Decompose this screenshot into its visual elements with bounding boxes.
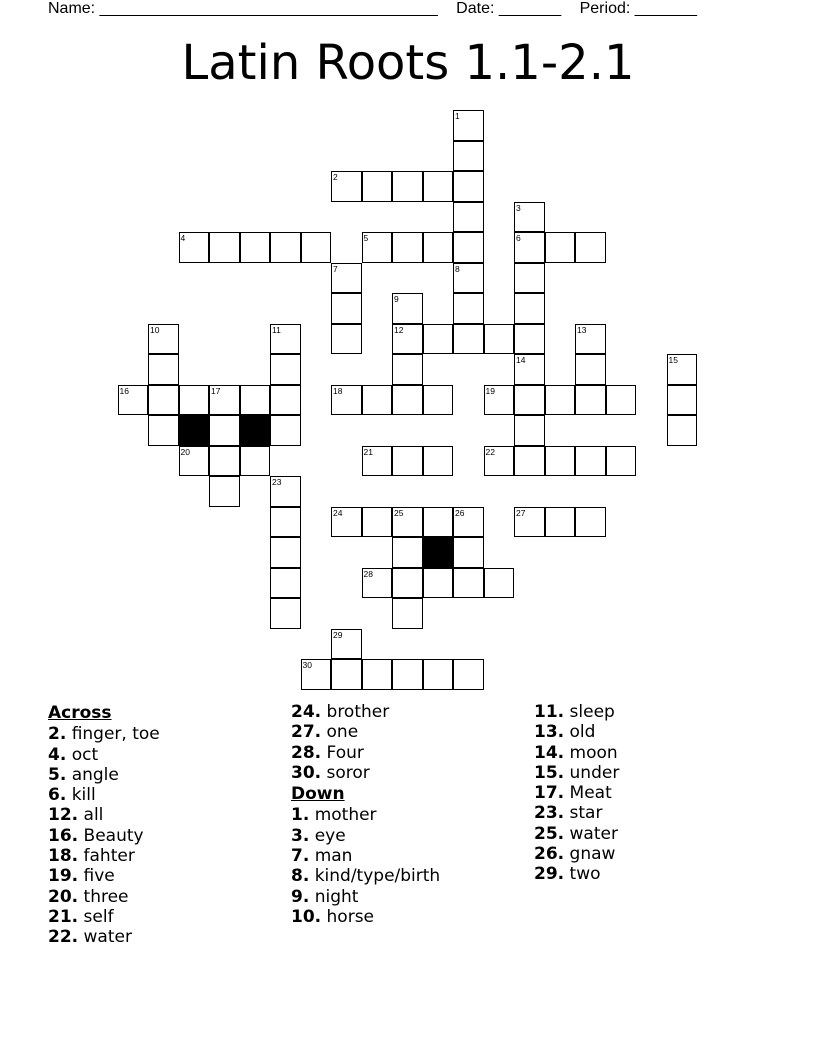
clue-number-label: 25. [534,823,565,844]
clue-number-label: 16. [48,825,79,846]
clue-number: 12 [394,324,404,335]
crossword-cell[interactable] [270,415,301,446]
clue-number-label: 23. [534,803,565,824]
crossword-cell[interactable] [301,232,332,263]
crossword-cell[interactable] [453,568,484,599]
period-field[interactable]: Period: _______ [579,0,698,17]
crossword-cell[interactable] [270,598,301,629]
clue-text: horse [321,906,375,927]
crossword-cell[interactable] [423,659,454,690]
crossword-cell[interactable] [209,232,240,263]
crossword-cell[interactable] [453,202,484,233]
clue-number-label: 19. [48,866,79,887]
clue-number-label: 2. [48,724,67,745]
clue-number-label: 9. [291,886,310,907]
crossword-cell[interactable] [575,507,606,538]
crossword-cell[interactable] [423,568,454,599]
clue-text: night [309,886,359,907]
clue-number: 26 [455,507,465,518]
crossword-cell[interactable] [240,446,271,477]
crossword-cell[interactable] [270,385,301,416]
crossword-cell[interactable] [179,446,210,477]
clue-number: 25 [394,507,404,518]
clue-item [534,743,619,763]
crossword-cell[interactable] [331,629,362,660]
crossword-cell[interactable] [606,446,637,477]
clue-number-label: 8. [291,866,310,887]
clue-text: man [309,846,353,867]
clue-number: 20 [180,446,190,457]
crossword-cell[interactable] [148,385,179,416]
crossword-black-cell [240,415,271,446]
clue-number: 18 [333,385,343,396]
clue-text: sleep [564,702,615,722]
crossword-cell[interactable] [331,293,362,324]
crossword-black-cell [179,415,210,446]
crossword-cell[interactable] [209,446,240,477]
clue-number: 29 [333,629,343,640]
clue-number: 24 [333,507,343,518]
clue-text: finger, toe [66,724,160,745]
clue-number-label: 22. [48,927,79,948]
clue-item [291,907,440,927]
crossword-cell[interactable] [331,263,362,294]
across-clue-list [48,724,160,947]
crossword-cell[interactable] [545,232,576,263]
crossword-cell[interactable] [423,232,454,263]
header-fields [48,0,768,18]
clue-number-label: 28. [291,742,322,763]
crossword-cell[interactable] [514,202,545,233]
clue-item [291,866,440,886]
clue-number-label: 11. [534,702,565,722]
crossword-cell[interactable] [392,659,423,690]
clue-text: angle [66,764,119,785]
crossword-cell[interactable] [118,385,149,416]
clue-number-label: 20. [48,886,79,907]
across-clue-list-continued [291,702,440,783]
clue-number: 19 [485,385,495,396]
crossword-cell[interactable] [209,385,240,416]
crossword-cell[interactable] [331,659,362,690]
clue-item [48,724,160,744]
clue-item [291,722,440,742]
clue-number-label: 1. [291,805,310,826]
clue-text: moon [564,742,618,763]
crossword-cell[interactable] [392,598,423,629]
crossword-cell[interactable] [148,354,179,385]
clue-text: self [78,906,114,927]
clue-item [291,763,440,783]
clue-number-label: 15. [534,762,565,783]
crossword-cell[interactable] [392,568,423,599]
crossword-cell[interactable] [392,171,423,202]
clue-number: 17 [211,385,221,396]
clue-text: Four [321,742,364,763]
clue-text: water [564,823,618,844]
clue-item [534,702,619,722]
clue-number: 4 [180,233,186,243]
clue-number: 10 [150,324,160,335]
clue-item [48,745,160,765]
clue-text: soror [321,762,370,783]
clue-number: 27 [516,507,526,518]
clue-text: five [78,866,115,887]
clue-text: water [78,927,132,948]
clue-text: fahter [78,846,135,867]
clue-number: 28 [363,568,373,579]
crossword-cell[interactable] [392,324,423,355]
clue-number: 13 [577,324,587,335]
clue-text: Beauty [78,825,144,846]
crossword-cell[interactable] [362,385,393,416]
crossword-cell[interactable] [362,232,393,263]
crossword-cell[interactable] [453,110,484,141]
clue-number-label: 17. [534,783,565,804]
clue-text: three [78,886,129,907]
down-clue-list-continued [534,702,619,885]
clue-item [48,785,160,805]
clue-number: 11 [272,324,281,335]
clue-item [291,887,440,907]
clue-number-label: 27. [291,722,322,743]
crossword-cell[interactable] [453,659,484,690]
clue-text: old [564,722,596,743]
crossword-cell[interactable] [453,232,484,263]
clue-item [534,864,619,884]
clue-number-label: 29. [534,864,565,885]
crossword-cell[interactable] [362,659,393,690]
clue-item [48,887,160,907]
crossword-cell[interactable] [484,385,515,416]
clue-text: Meat [564,783,612,804]
clue-text: eye [309,825,346,846]
crossword-cell[interactable] [270,354,301,385]
clue-text: kind/type/birth [309,866,441,887]
crossword-cell[interactable] [575,354,606,385]
crossword-cell[interactable] [362,507,393,538]
clue-number-label: 12. [48,805,79,826]
crossword-cell[interactable] [331,324,362,355]
crossword-cell[interactable] [423,324,454,355]
crossword-cell[interactable] [148,415,179,446]
clue-number: 30 [302,660,312,670]
crossword-cell[interactable] [575,232,606,263]
clue-item [48,805,160,825]
crossword-cell[interactable] [484,446,515,477]
crossword-cell[interactable] [667,385,698,416]
clue-text: mother [309,805,377,826]
crossword-cell[interactable] [453,141,484,172]
crossword-cell[interactable] [240,385,271,416]
clue-number: 2 [333,172,338,182]
page-title: Latin Roots 1.1-2.1 [181,35,635,91]
crossword-cell[interactable] [423,171,454,202]
crossword-cell[interactable] [575,385,606,416]
clue-item [291,743,440,763]
clue-number: 7 [333,263,338,274]
crossword-cell[interactable] [514,324,545,355]
crossword-cell[interactable] [392,537,423,568]
crossword-cell[interactable] [423,446,454,477]
clue-number-label: 5. [48,764,67,785]
crossword-cell[interactable] [545,385,576,416]
crossword-cell[interactable] [667,415,698,446]
crossword-cell[interactable] [209,415,240,446]
crossword-cell[interactable] [392,232,423,263]
crossword-cell[interactable] [667,354,698,385]
crossword-cell[interactable] [270,232,301,263]
clue-item [48,907,160,927]
clue-item [534,824,619,844]
crossword-cell[interactable] [514,263,545,294]
clue-number: 8 [455,263,460,274]
clue-item [534,803,619,823]
clue-number: 9 [394,294,399,304]
clue-text: kill [66,785,96,806]
clue-number: 6 [516,233,521,243]
crossword-cell[interactable] [514,232,545,263]
clue-number-label: 6. [48,785,67,806]
crossword-cell[interactable] [301,659,332,690]
crossword-cell[interactable] [423,385,454,416]
clue-item [291,826,440,846]
crossword-cell[interactable] [392,446,423,477]
crossword-cell[interactable] [545,507,576,538]
crossword-cell[interactable] [331,385,362,416]
clue-number: 23 [272,477,282,487]
clue-number-label: 3. [291,825,310,846]
crossword-cell[interactable] [484,324,515,355]
crossword-cell[interactable] [392,293,423,324]
clue-number-label: 14. [534,742,565,763]
crossword-cell[interactable] [545,446,576,477]
crossword-cell[interactable] [270,476,301,507]
clue-number-label: 21. [48,906,79,927]
clue-number: 22 [485,446,495,457]
clue-item [48,826,160,846]
crossword-cell[interactable] [331,171,362,202]
crossword-cell[interactable] [514,415,545,446]
clue-item [48,927,160,947]
down-heading: Down [291,784,345,805]
clue-number: 14 [516,355,526,365]
clue-text: star [564,803,603,824]
crossword-cell[interactable] [240,232,271,263]
clue-number-label: 18. [48,846,79,867]
crossword-cell[interactable] [606,385,637,416]
clue-text: all [78,805,104,826]
clue-item [291,846,440,866]
crossword-cell[interactable] [514,507,545,538]
clue-number: 5 [363,233,369,243]
across-heading: Across [48,703,112,723]
crossword-cell[interactable] [423,507,454,538]
clue-number-label: 24. [291,702,322,722]
name-field[interactable]: Name: ______________________________________ [48,0,438,17]
crossword-cell[interactable] [453,507,484,538]
crossword-cell[interactable] [514,385,545,416]
crossword-cell[interactable] [179,385,210,416]
crossword-cell[interactable] [453,537,484,568]
clue-item [48,846,160,866]
crossword-cell[interactable] [331,507,362,538]
clue-text: under [564,762,620,783]
crossword-cell[interactable] [514,293,545,324]
crossword-cell[interactable] [270,537,301,568]
clue-number: 21 [363,446,373,457]
clue-text: gnaw [564,844,616,865]
clue-number-label: 7. [291,846,310,867]
crossword-cell[interactable] [270,507,301,538]
crossword-cell[interactable] [453,324,484,355]
clue-number-label: 26. [534,844,565,865]
crossword-cell[interactable] [362,171,393,202]
clue-column-1 [48,702,160,948]
clue-number: 15 [668,355,678,365]
crossword-cell[interactable] [575,446,606,477]
crossword-black-cell [423,537,454,568]
crossword-cell[interactable] [392,385,423,416]
clue-number: 3 [516,202,521,213]
clue-number-label: 4. [48,744,67,765]
clue-item [534,722,619,742]
crossword-cell[interactable] [514,446,545,477]
crossword-cell[interactable] [362,446,393,477]
crossword-cell[interactable] [270,324,301,355]
clue-number-label: 10. [291,906,322,927]
clue-column-2 [291,702,440,927]
crossword-cell[interactable] [209,476,240,507]
clue-item [534,844,619,864]
clue-item [534,783,619,803]
crossword-cell[interactable] [453,293,484,324]
clue-number: 1 [455,111,460,121]
crossword-cell[interactable] [392,354,423,385]
clue-item [291,702,440,722]
clue-number-label: 13. [534,722,565,743]
clue-item [291,805,440,825]
clue-column-3 [534,702,619,885]
crossword-cell[interactable] [575,324,606,355]
date-field[interactable]: Date: _______ [456,0,562,17]
crossword-cell[interactable] [453,263,484,294]
clue-number-label: 30. [291,762,322,783]
clue-text: one [321,722,359,743]
clue-item [48,866,160,886]
crossword-cell[interactable] [484,568,515,599]
crossword-cell[interactable] [270,568,301,599]
clue-text: brother [321,702,390,722]
clue-text: oct [66,744,99,765]
clue-number: 16 [119,385,129,396]
crossword-cell[interactable] [514,354,545,385]
down-clue-list [291,805,440,927]
crossword-cell[interactable] [392,507,423,538]
crossword-cell[interactable] [453,171,484,202]
clue-item [534,763,619,783]
clue-text: two [564,864,601,885]
crossword-cell[interactable] [362,568,393,599]
crossword-cell[interactable] [148,324,179,355]
crossword-cell[interactable] [179,232,210,263]
clue-item [48,765,160,785]
